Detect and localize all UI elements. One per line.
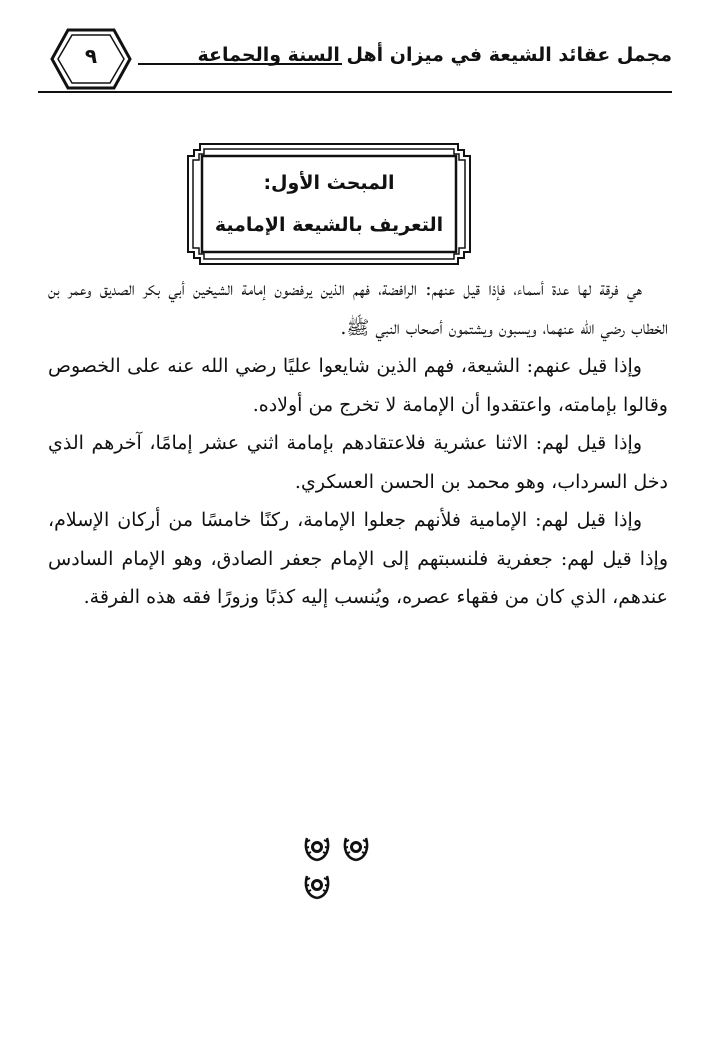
section-title: التعريف بالشيعة الإمامية	[214, 214, 444, 236]
page-number-badge	[46, 26, 136, 92]
heading-frame-icon	[186, 142, 472, 266]
end-ornament	[300, 830, 410, 870]
paragraph-imamiya: وإذا قيل لهم: الإمامية فلأنهم جعلوا الإمامة، ركنًا خامسًا من أركان الإسلام، وإذا قيل لهم: جعفرية فلنسبتهم إلى الإمام جعفر الصادق، وهو الإمام السادس عندهم، الذي كان من فقهاء عصره، ويُنسب إليه كذبًا وزورًا فقه هذه الفرقة.	[48, 509, 668, 608]
wreath-icon	[302, 868, 332, 902]
paragraph-twelvers: وإذا قيل لهم: الاثنا عشرية فلاعتقادهم بإمامة اثني عشر إمامًا، آخرهم الذي دخل السرداب، وهو محمد بن الحسن العسكري.	[48, 432, 668, 493]
page-number: ٩	[84, 44, 98, 68]
running-title: مجمل عقائد الشيعة في ميزان أهل السنة والجماعة	[197, 44, 672, 66]
page-header	[38, 26, 672, 98]
section-label: المبحث الأول:	[263, 172, 395, 194]
header-dash-line	[138, 63, 342, 65]
section-heading-box	[186, 142, 472, 266]
paragraph-shia: وإذا قيل عنهم: الشيعة، فهم الذين شايعوا عليًا رضي الله عنه على الخصوص وقالوا بإمامته، واعتقدوا أن الإمامة لا تخرج من أولاده.	[48, 355, 668, 416]
body-text	[48, 270, 668, 617]
wreath-icon	[341, 830, 371, 864]
wreath-icon	[302, 830, 332, 864]
paragraph-rafida: هي فرقة لها عدة أسماء، فإذا قيل عنهم: الرافضة، فهم الذين يرفضون إمامة الشيخين أبي بكر الصديق وعمر بن الخطاب رضي الله عنهما، ويسبون ويشتمون أصحاب النبي ﷺ.	[48, 278, 668, 339]
